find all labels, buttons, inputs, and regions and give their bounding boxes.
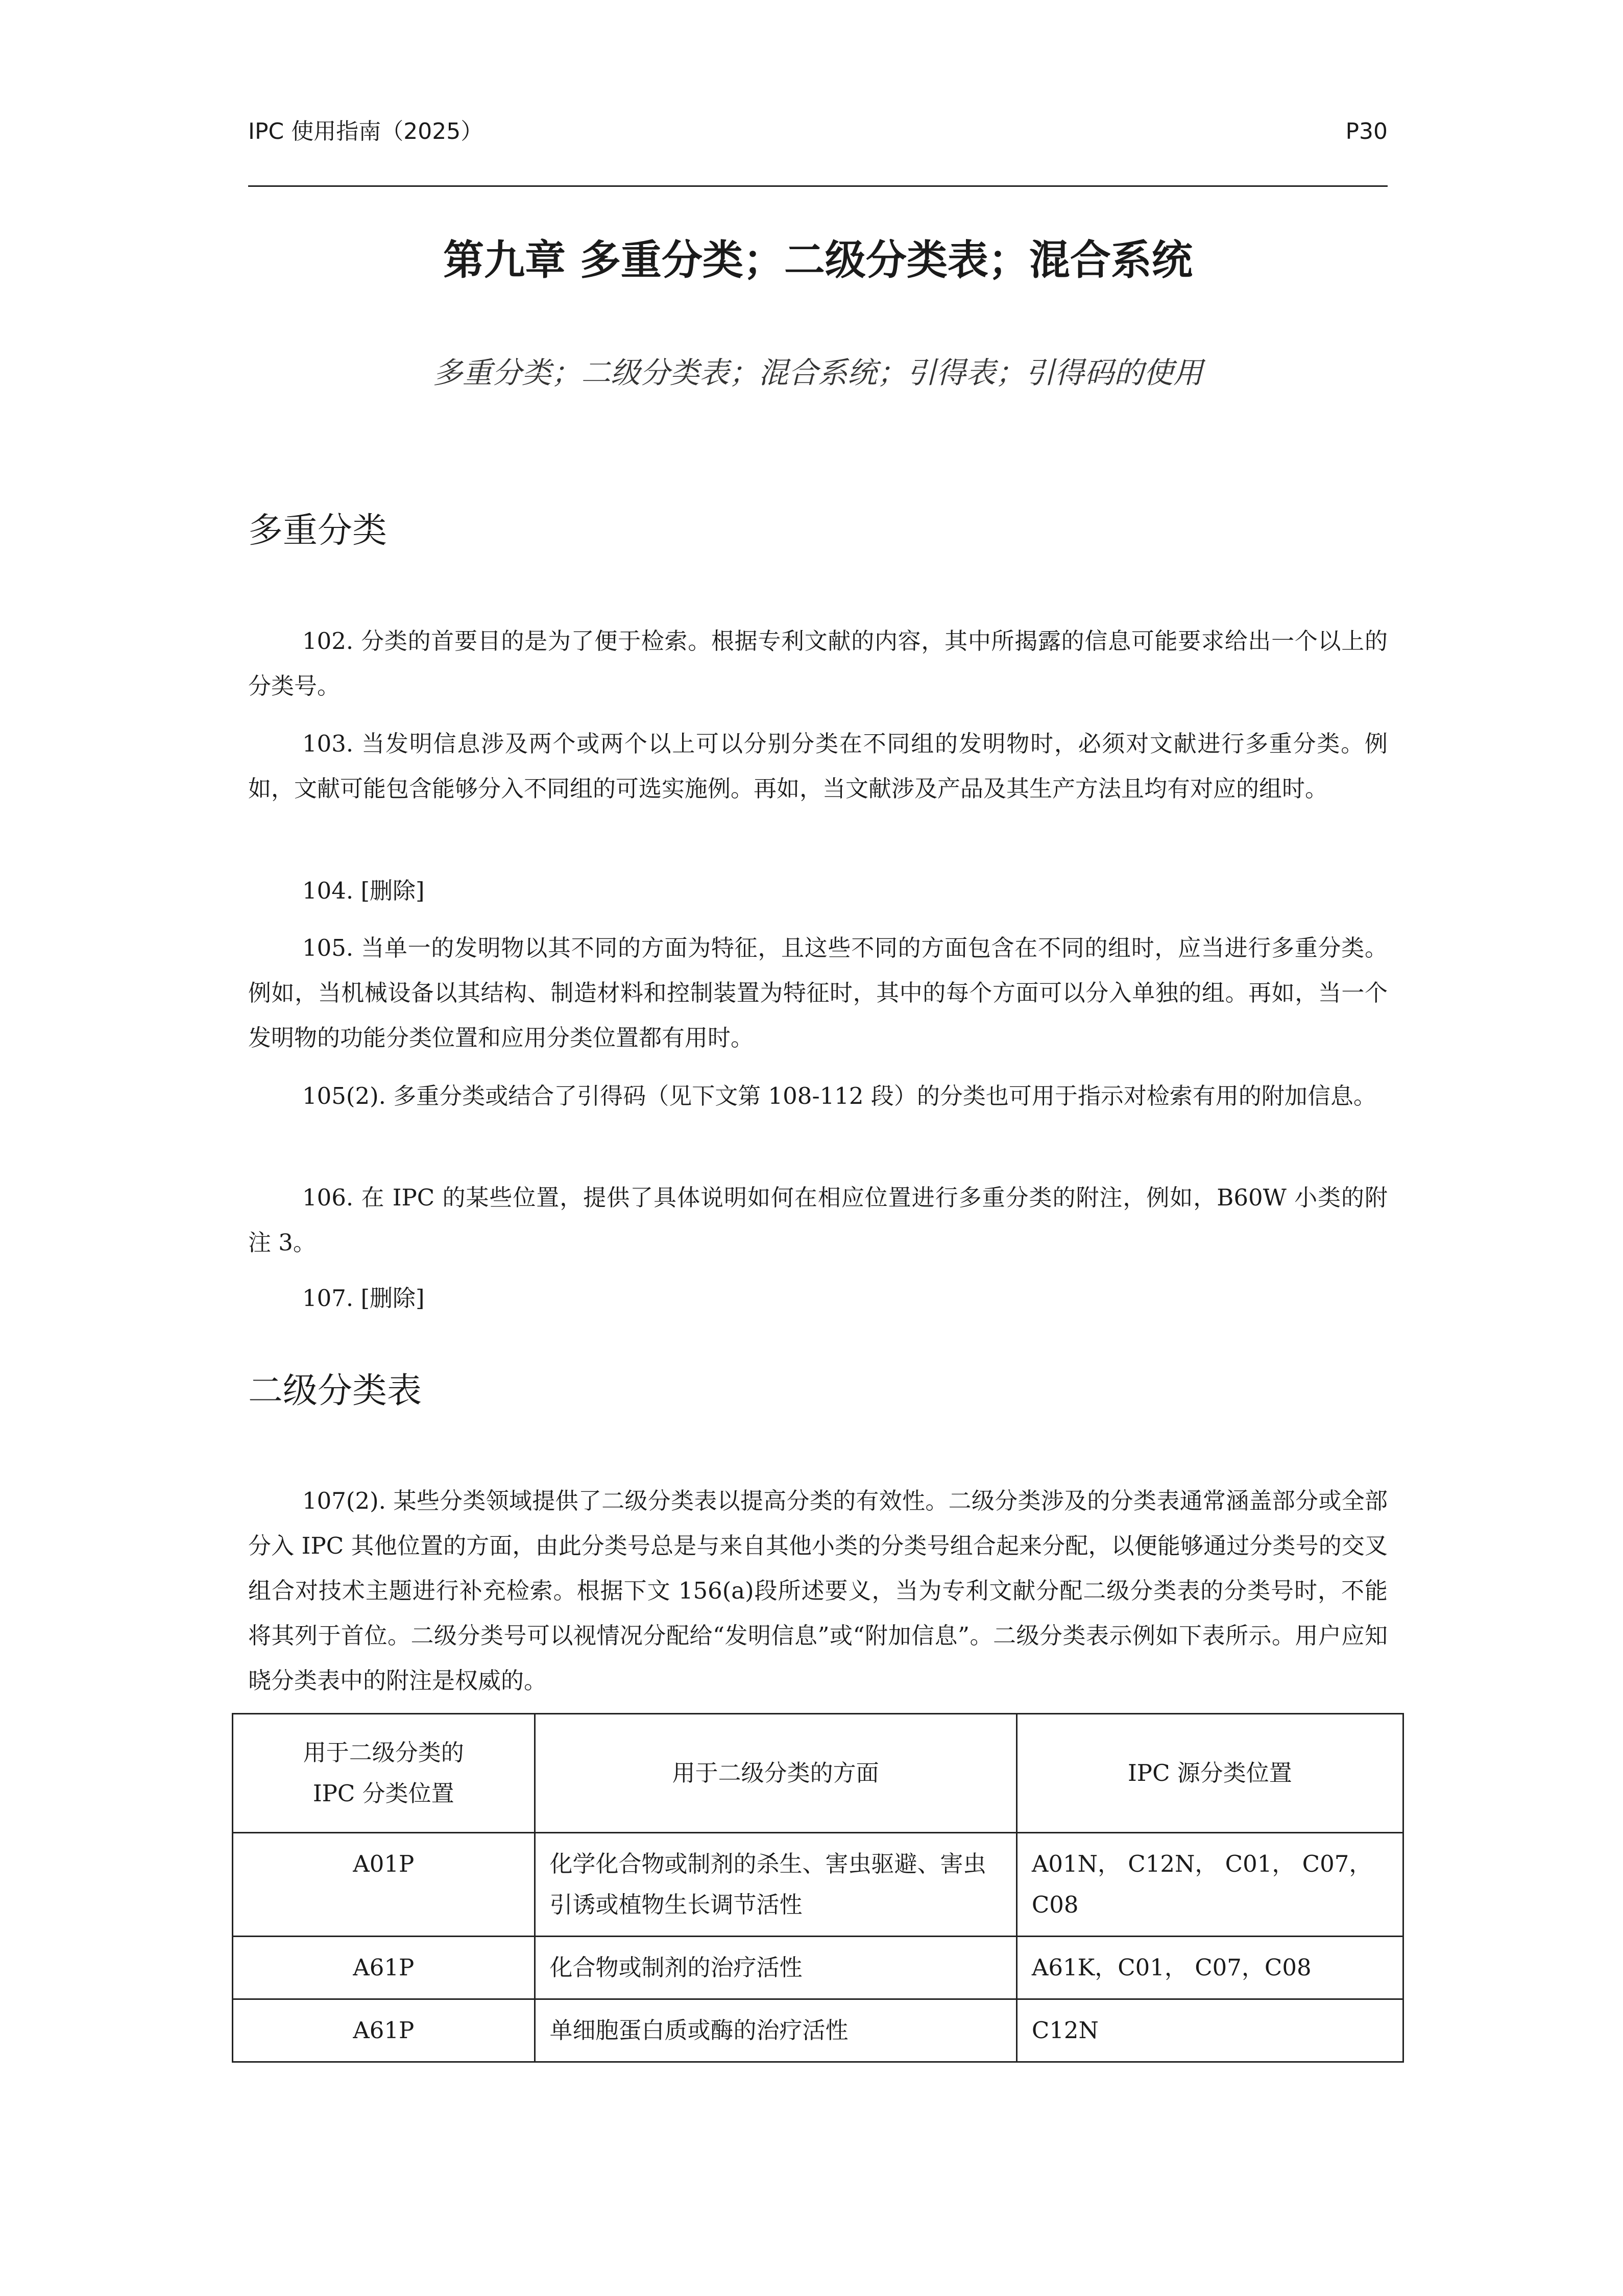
chapter-subtitle: 多重分类；二级分类表；混合系统；引得表；引得码的使用 — [432, 355, 1203, 390]
paragraph-105: 105. 当单一的发明物以其不同的方面为特征，且这些不同的方面包含在不同的组时，应当进行多重分类。例如，当机械设备以其结构、制造材料和控制装置为特征时，其中的每个方面可以分入单独的组。再如，当一个发明物的功能分类位置和应用分类位置都有用时。 — [248, 934, 1388, 1051]
table-header-ipc-position-line1: 用于二级分类的 — [303, 1739, 464, 1766]
table-header-aspect: 用于二级分类的方面 — [535, 1714, 1016, 1833]
paragraph-107: 107. [删除] — [302, 1285, 425, 1312]
paragraph-104: 104. [删除] — [302, 877, 425, 904]
paragraph-103: 103. 当发明信息涉及两个或两个以上可以分别分类在不同组的发明物时，必须对文献进行多重分类。例如，文献可能包含能够分入不同组的可选实施例。再如，当文献涉及产品及其生产方法且均有对应的组时。 — [248, 730, 1388, 802]
table-cell-source: A61K，C01， C07，C08 — [1016, 1937, 1403, 1999]
table-row — [233, 1833, 1403, 1937]
section-heading-secondary-schemes: 二级分类表 — [248, 1371, 422, 1411]
secondary-classification-table — [232, 1713, 1404, 2063]
table-cell-source: A01N， C12N， C01， C07， C08 — [1016, 1833, 1403, 1937]
chapter-title: 第九章 多重分类；二级分类表；混合系统 — [443, 236, 1193, 284]
table-row — [233, 1999, 1403, 2062]
table-header-ipc-position-line2: IPC 分类位置 — [312, 1780, 454, 1807]
table-row — [233, 1937, 1403, 1999]
table-cell-position: A61P — [233, 1937, 535, 1999]
section-heading-multiple-classification: 多重分类 — [248, 511, 387, 551]
header-page-number: P30 — [1345, 118, 1388, 144]
table-cell-aspect: 化合物或制剂的治疗活性 — [535, 1937, 1016, 1999]
page-header — [248, 116, 1388, 147]
table-header-row — [233, 1714, 1403, 1833]
paragraph-105-2: 105(2). 多重分类或结合了引得码（见下文第 108-112 段）的分类也可用于指示对检索有用的附加信息。 — [302, 1082, 1376, 1109]
paragraph-102: 102. 分类的首要目的是为了便于检索。根据专利文献的内容，其中所揭露的信息可能要求给出一个以上的分类号。 — [248, 627, 1388, 699]
table-header-ipc-position — [233, 1714, 535, 1833]
table-header-source-position: IPC 源分类位置 — [1016, 1714, 1403, 1833]
paragraph-107-2: 107(2). 某些分类领域提供了二级分类表以提高分类的有效性。二级分类涉及的分类表通常涵盖部分或全部分入 IPC 其他位置的方面，由此分类号总是与来自其他小类的分类号组合起来分配，以便能够通过分类号的交叉组合对技术主题进行补充检索。根据下文 156(a)段所述要义，当为专利文献分配二级分类表的分类号时，不能将其列于首位。二级分类号可以视情况分配给“发明信息”或“附加信息”。二级分类表示例如下表所示。用户应知晓分类表中的附注是权威的。 — [248, 1487, 1388, 1694]
table-cell-source: C12N — [1016, 1999, 1403, 2062]
paragraph-106: 106. 在 IPC 的某些位置，提供了具体说明如何在相应位置进行多重分类的附注，例如，B60W 小类的附注 3。 — [248, 1184, 1388, 1256]
table-cell-aspect: 单细胞蛋白质或酶的治疗活性 — [535, 1999, 1016, 2062]
table-cell-aspect: 化学化合物或制剂的杀生、害虫驱避、害虫引诱或植物生长调节活性 — [535, 1833, 1016, 1937]
header-divider — [248, 185, 1388, 187]
table-cell-position: A01P — [233, 1833, 535, 1937]
header-document-title: IPC 使用指南（2025） — [248, 118, 483, 144]
table-cell-position: A61P — [233, 1999, 535, 2062]
